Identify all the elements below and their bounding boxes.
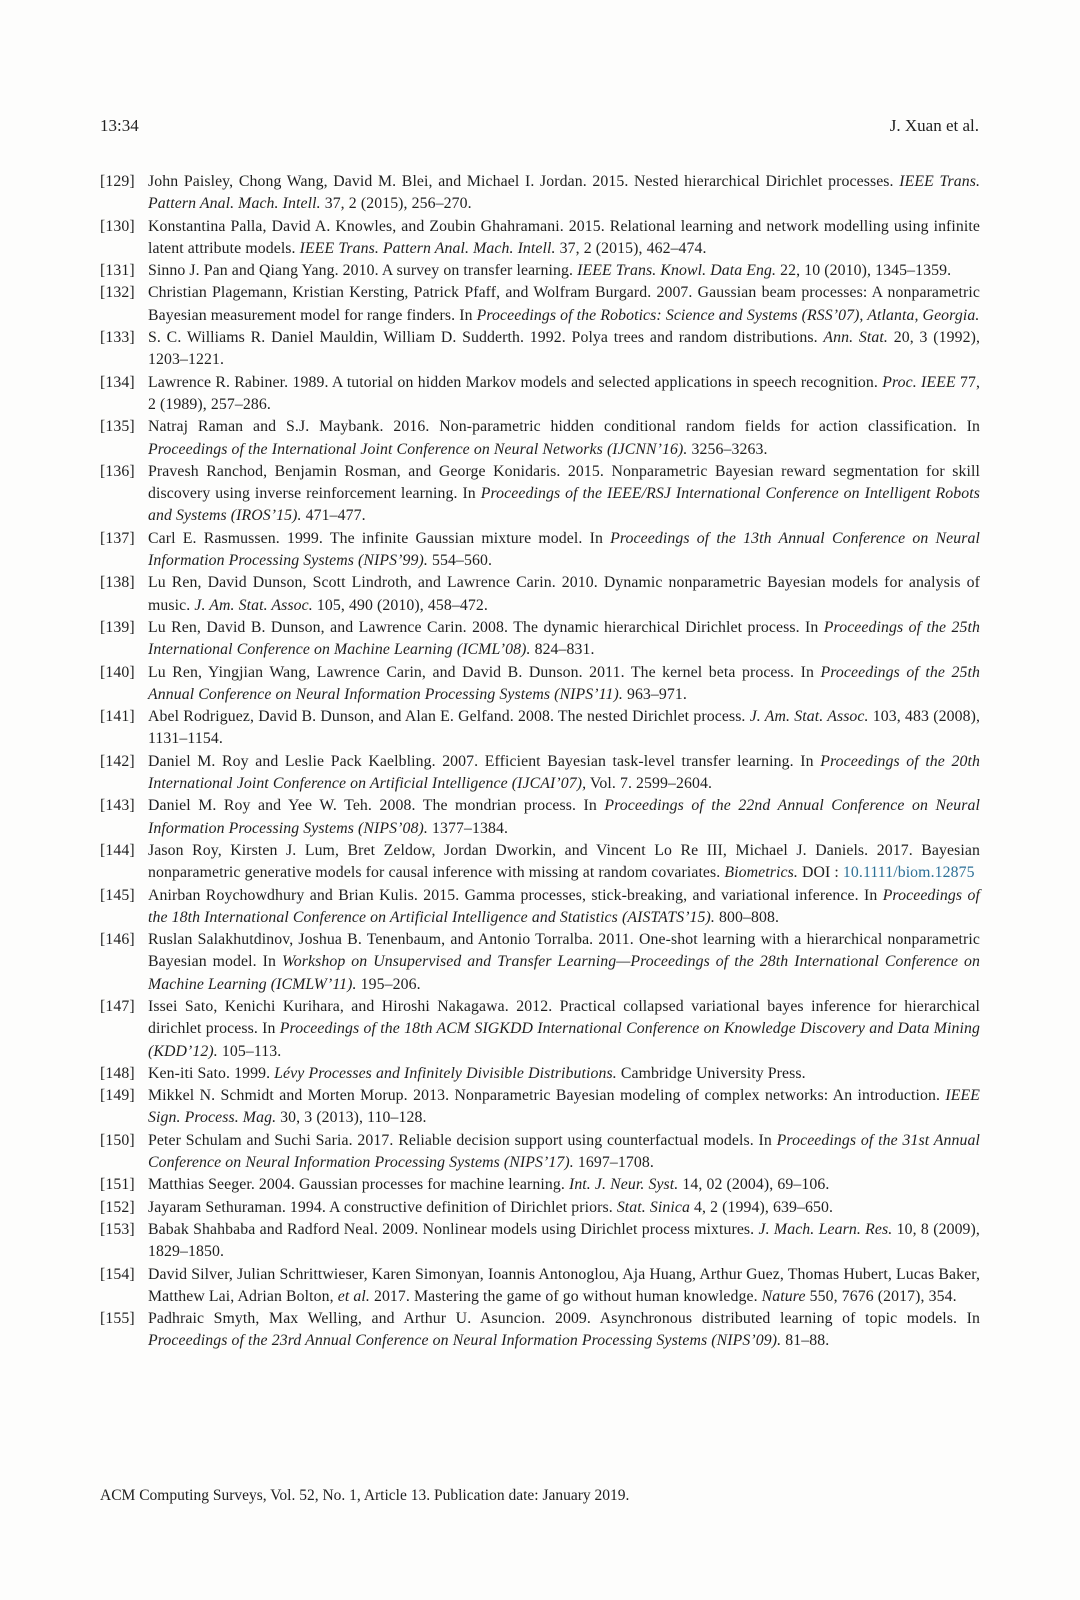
reference-venue-italic: Proceedings of the 20th International Joint Conference on Artificial Intelligence (IJCAI’07), (148, 752, 980, 793)
reference-number: [150] (100, 1131, 135, 1149)
reference-text (148, 996, 980, 1063)
reference-text-segment: Christian Plagemann, Kristian Kersting, Patrick Pfaff, and Wolfram Burgard. 2007. Gaussian beam processes: A nonparametric Bayesian measurement model for range finders. In (148, 284, 980, 324)
reference-venue-italic: Proceedings of the Robotics: Science and Systems (RSS’07), Atlanta, Georgia. (476, 306, 980, 324)
reference-text-segment: 4, 2 (1994), 639–650. (689, 1198, 834, 1216)
reference-item (100, 795, 980, 840)
reference-text-segment: Cambridge University Press. (616, 1064, 806, 1082)
reference-number: [140] (100, 663, 135, 681)
reference-number: [141] (100, 708, 135, 726)
reference-text (148, 416, 980, 461)
reference-venue-italic: Proceedings of the 23rd Annual Conference on Neural Information Processing Systems (NIPS’09). (148, 1332, 782, 1350)
page-header (100, 116, 979, 136)
reference-text (148, 1197, 980, 1219)
reference-text (148, 617, 980, 662)
reference-venue-italic: Proceedings of the 25th International Conference on Machine Learning (ICML’08). (148, 618, 980, 659)
reference-text-segment: 554–560. (427, 552, 493, 570)
reference-number: [138] (100, 574, 135, 592)
reference-venue-italic: Workshop on Unsupervised and Transfer Learning—Proceedings of the 28th International Conference on Machine Learning (ICMLW’11). (148, 953, 981, 993)
reference-item (100, 1264, 980, 1309)
reference-item (100, 929, 980, 996)
reference-venue-italic: J. Am. Stat. Assoc. (749, 708, 869, 726)
reference-venue-italic: IEEE Trans. Pattern Anal. Mach. Intell. (299, 239, 556, 257)
reference-venue-italic: Lévy Processes and Infinitely Divisible Distributions. (274, 1064, 617, 1082)
reference-text-segment: Jason Roy, Kirsten J. Lum, Bret Zeldow, Jordan Dworkin, and Vincent Lo Re III, Michael J. Daniels. 2017. Bayesian nonparametric generative models for causal inference with missing at random covariates. (148, 841, 980, 882)
authors-running-head: J. Xuan et al. (889, 116, 979, 135)
reference-text (148, 572, 980, 617)
reference-number: [153] (100, 1220, 135, 1238)
reference-item (100, 1219, 980, 1264)
page-footer (100, 1487, 980, 1505)
reference-item (100, 216, 980, 261)
reference-text-segment: Konstantina Palla, David A. Knowles, and Zoubin Ghahramani. 2015. Relational learning and network modelling using infinite latent attribute models. (148, 217, 980, 257)
reference-item (100, 1063, 980, 1085)
reference-text (148, 528, 980, 573)
reference-text (148, 1063, 980, 1085)
reference-text-segment: 20, 3 (1992), 1203–1221. (148, 329, 981, 369)
reference-number: [132] (100, 284, 135, 302)
reference-number: [149] (100, 1087, 135, 1105)
reference-text-segment: 963–971. (622, 685, 687, 703)
reference-venue-italic: Proceedings of the IEEE/RSJ International Conference on Intelligent Robots and Systems (IROS’15). (148, 485, 980, 525)
reference-item (100, 885, 980, 930)
reference-venue-italic: Ann. Stat. (823, 329, 888, 347)
reference-item (100, 416, 980, 461)
journal-citation-line: ACM Computing Surveys, Vol. 52, No. 1, Article 13. Publication date: January 2019. (100, 1487, 630, 1504)
reference-number: [152] (100, 1198, 135, 1216)
reference-text-segment: Padhraic Smyth, Max Welling, and Arthur U. Asuncion. 2009. Asynchronous distributed learning of topic models. In (148, 1310, 980, 1328)
reference-text-segment: Mikkel N. Schmidt and Morten Morup. 2013. Nonparametric Bayesian modeling of complex networks: An introduction. (148, 1087, 946, 1105)
reference-venue-italic: IEEE Sign. Process. Mag. (148, 1087, 980, 1127)
reference-text (148, 840, 980, 885)
reference-number: [137] (100, 529, 135, 547)
reference-text-segment: Daniel M. Roy and Leslie Pack Kaelbling. 2007. Efficient Bayesian task-level transfer learning. In (148, 752, 821, 770)
reference-number: [131] (100, 262, 135, 280)
reference-venue-italic: Proc. IEEE (882, 373, 956, 391)
reference-venue-italic: J. Mach. Learn. Res. (758, 1220, 893, 1238)
reference-text-segment: 800–808. (714, 908, 780, 926)
reference-text (148, 1085, 980, 1130)
reference-item (100, 528, 980, 573)
reference-text-segment: Ken-iti Sato. 1999. (148, 1064, 275, 1082)
reference-item (100, 706, 980, 751)
reference-text-segment: 22, 10 (2010), 1345–1359. (776, 262, 952, 280)
reference-text-segment: 105, 490 (2010), 458–472. (312, 596, 488, 614)
reference-text (148, 171, 980, 216)
reference-text-segment: Ruslan Salakhutdinov, Joshua B. Tenenbaum, and Antonio Torralba. 2011. One-shot learning with a hierarchical nonparametric Bayesian model. In (148, 931, 980, 971)
reference-number: [136] (100, 462, 135, 480)
reference-venue-italic: IEEE Trans. Pattern Anal. Mach. Intell. (148, 173, 980, 213)
reference-venue-italic: IEEE Trans. Knowl. Data Eng. (577, 262, 777, 280)
reference-text-segment: 824–831. (530, 641, 595, 659)
page-number: 13:34 (100, 116, 139, 135)
reference-venue-italic: Int. J. Neur. Syst. (568, 1176, 679, 1194)
reference-number: [144] (100, 841, 135, 859)
reference-venue-italic: Proceedings of the International Joint Conference on Neural Networks (IJCNN’16). (148, 440, 688, 458)
reference-text (148, 216, 980, 261)
reference-text (148, 1174, 980, 1196)
reference-text-segment: Lu Ren, David Dunson, Scott Lindroth, and Lawrence Carin. 2010. Dynamic nonparametric Bayesian models for analysis of music. (148, 574, 980, 614)
reference-text (148, 461, 980, 528)
reference-text-segment: Issei Sato, Kenichi Kurihara, and Hiroshi Nakagawa. 2012. Practical collapsed variational bayes inference for hierarchical dirichlet process. In (148, 997, 980, 1038)
reference-text-segment: 10, 8 (2009), 1829–1850. (148, 1220, 980, 1261)
reference-text-segment: 81–88. (781, 1332, 830, 1350)
doi-link[interactable]: 10.1111/​biom.12875 (842, 864, 975, 882)
reference-text (148, 929, 980, 996)
reference-venue-italic: Stat. Sinica (616, 1198, 690, 1216)
reference-text-segment: 1697–1708. (573, 1154, 654, 1172)
reference-text-segment: 37, 2 (2015), 256–270. (320, 195, 472, 213)
reference-item (100, 751, 980, 796)
reference-item (100, 840, 980, 885)
reference-text-segment: David Silver, Julian Schrittwieser, Karen Simonyan, Ioannis Antonoglou, Aja Huang, Arthur Guez, Thomas Hubert, Lucas Baker, Matthew Lai, Adrian Bolton, (148, 1265, 980, 1305)
reference-text-segment: Abel Rodriguez, David B. Dunson, and Alan E. Gelfand. 2008. The nested Dirichlet process. (148, 708, 750, 726)
reference-number: [146] (100, 931, 135, 949)
reference-text-segment: Lu Ren, David B. Dunson, and Lawrence Carin. 2008. The dynamic hierarchical Dirichlet process. In (148, 618, 824, 636)
reference-text (148, 1219, 980, 1264)
reference-item (100, 1174, 980, 1196)
reference-text-segment: Anirban Roychowdhury and Brian Kulis. 2015. Gamma processes, stick-breaking, and variational inference. In (148, 886, 883, 904)
reference-text-segment: 37, 2 (2015), 462–474. (555, 239, 707, 257)
reference-item (100, 617, 980, 662)
reference-number: [139] (100, 618, 135, 636)
reference-text-segment: Sinno J. Pan and Qiang Yang. 2010. A survey on transfer learning. (148, 262, 578, 280)
reference-text-segment: Peter Schulam and Suchi Saria. 2017. Reliable decision support using counterfactual models. In (148, 1131, 777, 1149)
reference-number: [151] (100, 1176, 135, 1194)
reference-text (148, 260, 980, 282)
reference-text-segment: Carl E. Rasmussen. 1999. The infinite Gaussian mixture model. In (148, 529, 611, 547)
reference-number: [130] (100, 217, 135, 235)
reference-number: [143] (100, 797, 135, 815)
reference-number: [129] (100, 173, 135, 190)
reference-item (100, 282, 980, 327)
reference-venue-italic: Proceedings of the 25th Annual Conference on Neural Information Processing Systems (NIPS’11). (148, 663, 980, 703)
reference-text-segment: John Paisley, Chong Wang, David M. Blei, and Michael I. Jordan. 2015. Nested hierarchical Dirichlet processes. (148, 173, 900, 190)
reference-text-segment: Vol. 7. 2599–2604. (586, 775, 713, 793)
reference-venue-italic: Proceedings of the 18th International Conference on Artificial Intelligence and Statistics (AISTATS’15). (148, 886, 980, 926)
reference-item (100, 260, 980, 282)
reference-number: [134] (100, 373, 135, 391)
reference-text-segment: 30, 3 (2013), 110–128. (276, 1109, 427, 1127)
reference-item (100, 461, 980, 528)
reference-number: [133] (100, 329, 135, 347)
reference-text-segment: 1377–1384. (427, 819, 509, 837)
reference-text-segment: S. C. Williams R. Daniel Mauldin, William D. Sudderth. 1992. Polya trees and random distributions. (148, 329, 824, 347)
reference-text-segment: 103, 483 (2008), 1131–1154. (148, 708, 980, 748)
reference-text (148, 1308, 980, 1353)
reference-item (100, 662, 980, 707)
reference-text-segment: 2017. Mastering the game of go without human knowledge. (369, 1287, 762, 1305)
reference-number: [154] (100, 1265, 135, 1283)
reference-number: [147] (100, 997, 135, 1015)
reference-number: [148] (100, 1064, 135, 1082)
reference-text (148, 706, 980, 751)
reference-venue-italic: Proceedings of the 18th ACM SIGKDD International Conference on Knowledge Discovery and Data Mining (KDD’12). (148, 1020, 980, 1060)
reference-text (148, 1130, 980, 1175)
reference-text (148, 282, 980, 327)
reference-item (100, 1085, 980, 1130)
references-list (100, 171, 980, 1353)
reference-text-segment: Lu Ren, Yingjian Wang, Lawrence Carin, and David B. Dunson. 2011. The kernel beta process. In (148, 663, 821, 681)
reference-text-segment: Jayaram Sethuraman. 1994. A constructive definition of Dirichlet priors. (148, 1198, 617, 1216)
reference-text (148, 795, 980, 840)
reference-text-segment: 77, 2 (1989), 257–286. (148, 373, 980, 413)
reference-text-segment: Pravesh Ranchod, Benjamin Rosman, and George Konidaris. 2015. Nonparametric Bayesian reward segmentation for skill discovery using inverse reinforcement learning. In (148, 462, 980, 503)
reference-text-segment: 3256–3263. (687, 440, 768, 458)
reference-venue-italic: et al. (337, 1287, 370, 1305)
reference-number: [135] (100, 418, 135, 436)
reference-venue-italic: Biometrics. (724, 864, 798, 882)
reference-item (100, 572, 980, 617)
reference-text-segment: 105–113. (217, 1042, 282, 1060)
reference-number: [142] (100, 752, 135, 770)
reference-text-segment: Daniel M. Roy and Yee W. Teh. 2008. The mondrian process. In (148, 797, 605, 815)
reference-text-segment: 471–477. (301, 507, 366, 525)
reference-text-segment: 195–206. (356, 975, 421, 993)
reference-item (100, 996, 980, 1063)
reference-venue-italic: Proceedings of the 22nd Annual Conference on Neural Information Processing Systems (NIPS’08). (148, 797, 980, 837)
reference-number: [155] (100, 1310, 135, 1328)
reference-item (100, 1197, 980, 1219)
reference-item (100, 1130, 980, 1175)
reference-item (100, 171, 980, 216)
reference-item (100, 327, 980, 372)
reference-text (148, 662, 980, 707)
reference-text (148, 1264, 980, 1309)
reference-text-segment: 550, 7676 (2017), 354. (805, 1287, 957, 1305)
reference-venue-italic: Nature (761, 1287, 806, 1305)
reference-text-segment: Natraj Raman and S.J. Maybank. 2016. Non-parametric hidden conditional random fields for action classification. In (148, 418, 980, 436)
reference-text (148, 327, 980, 372)
reference-venue-italic: Proceedings of the 31st Annual Conference on Neural Information Processing Systems (NIPS’17). (148, 1131, 980, 1172)
reference-item (100, 372, 980, 417)
reference-text-segment: DOI : (797, 864, 843, 882)
reference-text-segment: Babak Shahbaba and Radford Neal. 2009. Nonlinear models using Dirichlet process mixtures. (148, 1220, 759, 1238)
reference-number: [145] (100, 886, 135, 904)
reference-text (148, 885, 980, 930)
reference-item (100, 1308, 980, 1353)
reference-venue-italic: Proceedings of the 13th Annual Conference on Neural Information Processing Systems (NIPS’99). (148, 529, 980, 570)
reference-text (148, 372, 980, 417)
reference-text-segment: Matthias Seeger. 2004. Gaussian processes for machine learning. (148, 1176, 569, 1194)
reference-text-segment: Lawrence R. Rabiner. 1989. A tutorial on hidden Markov models and selected applications in speech recognition. (148, 373, 883, 391)
reference-text (148, 751, 980, 796)
reference-venue-italic: J. Am. Stat. Assoc. (194, 596, 313, 614)
reference-text-segment: 14, 02 (2004), 69–106. (678, 1176, 830, 1194)
